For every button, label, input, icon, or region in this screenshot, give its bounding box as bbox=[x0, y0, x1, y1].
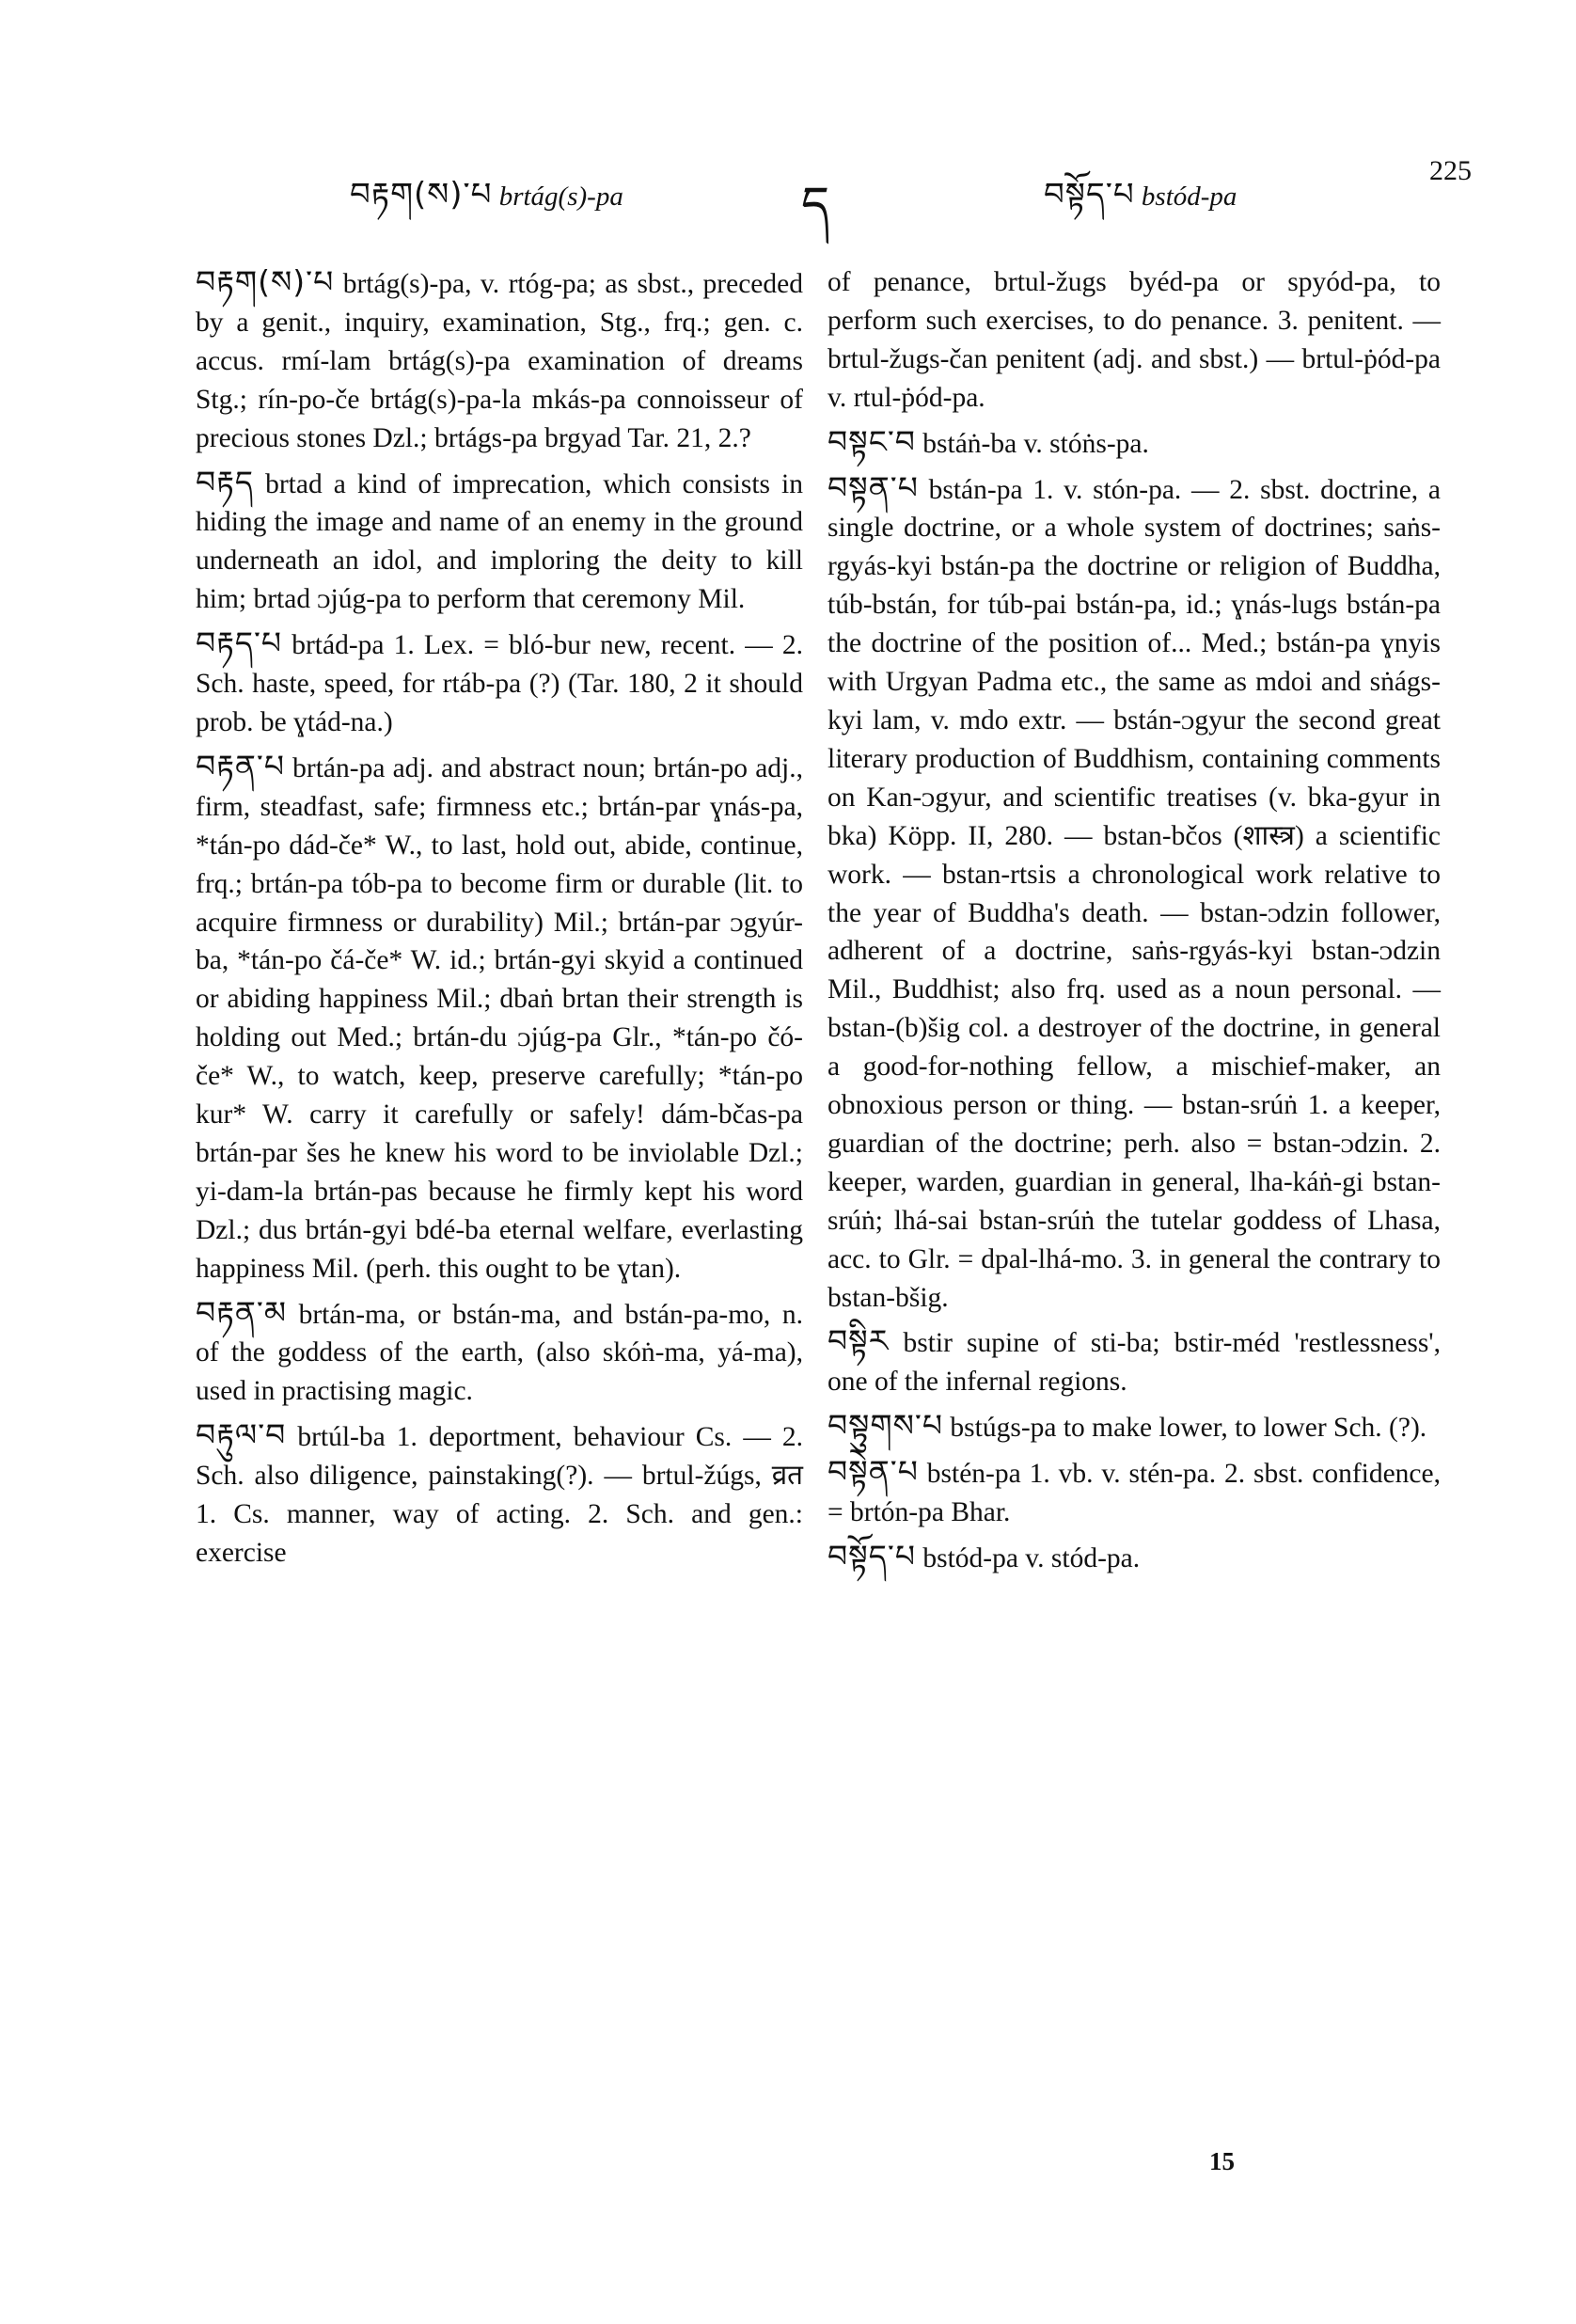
entry-text: bstáṅ-ba v. stóṅs-pa. bbox=[922, 428, 1149, 459]
entry-headword-tibetan: བསྟན་པ bbox=[827, 468, 919, 506]
entry-headword-tibetan: བརྟག(ས)་པ bbox=[196, 263, 335, 300]
entry-text: brtán-ma, or bstán-ma, and bstán-pa-mo, n. of the goddess of the earth, (also skóṅ-ma, yá-ma), used in practising magic. bbox=[196, 1299, 804, 1407]
running-head-right-roman: bstód-pa bbox=[1141, 182, 1237, 212]
entry-headword-tibetan: བརྟད bbox=[196, 463, 255, 500]
entry-text: bstén-pa 1. vb. v. stén-pa. 2. sbst. confidence, = brtón-pa Bhar. bbox=[827, 1459, 1441, 1528]
entry-text: brtág(s)-pa, v. rtóg-pa; as sbst., preceded by a genit., inquiry, examination, Stg., frq.; gen. c. accus. rmí-lam brtág(s)-pa examination of dreams Stg.; rín-po-če brtág(s)-pa-la mkás-pa connoisseur of precious stones Dzl.; brtágs-pa brgyad Tar. 21, 2.? bbox=[196, 269, 803, 453]
entry-headword-tibetan: བསྟང་བ bbox=[827, 422, 916, 460]
dictionary-entry bbox=[827, 1407, 1441, 1447]
entry-text: brtad a kind of imprecation, which consists in hiding the image and name of an enemy in the ground underneath an idol, and imploring the deity to kill him; brtad ᴐjúg-pa to perform that ceremony Mil. bbox=[196, 468, 804, 615]
entry-headword-tibetan: བསྟིར bbox=[827, 1322, 890, 1360]
dictionary-entry bbox=[196, 1416, 803, 1573]
entry-text: bstúgs-pa to make lower, to lower Sch. (?). bbox=[950, 1413, 1427, 1444]
entry-text: brtúl-ba 1. deportment, behaviour Cs. — 2. Sch. also diligence, painstaking(?). — brtul-žúgs, व्रत 1. Cs. manner, way of acting. 2. Sch. and gen.: exercise bbox=[196, 1422, 803, 1568]
entry-text: of penance, brtul-žugs byéd-pa or spyód-pa, to perform such exercises, to do penance. 3. penitent. — brtul-žugs-čan penitent (adj. and sbst.) — brtul-ṗód-pa v. rtul-ṗód-pa. bbox=[827, 267, 1441, 413]
page-number: 225 bbox=[1429, 155, 1472, 186]
dictionary-entry bbox=[196, 748, 803, 1288]
entry-headword-tibetan: བསྟེན་པ bbox=[827, 1453, 919, 1491]
right-column bbox=[827, 263, 1441, 1580]
entry-headword-tibetan: བརྟན་མ bbox=[196, 1293, 288, 1331]
dictionary-entry bbox=[196, 263, 803, 458]
dictionary-entry bbox=[827, 1453, 1441, 1532]
dictionary-entry bbox=[827, 423, 1441, 464]
running-head-right-tibetan: བསྟོད་པ bbox=[1044, 176, 1135, 213]
dictionary-entry bbox=[196, 464, 803, 620]
entry-text: brtán-pa adj. and abstract noun; brtán-po adj., firm, steadfast, safe; firmness etc.; brtán-par ɣnás-pa, *tán-po dád-če* W., to last, hold out, abide, continue, frq.; brtán-pa tób-pa to become firm or durable (lit. to acquire firmness or durability) Mil.; brtán-par ᴐgyúr-ba, *tán-po čá-če* W. id.; brtán-gyi skyid a continued or abiding happiness Mil.; dbaṅ brtan their strength is holding out Med.; brtán-du ᴐjúg-pa Glr., *tán-po čó-če* W., to watch, keep, preserve carefully; *tán-po kur* W. carry it carefully or safely! dám-bčas-pa brtán-par šes he knew his word to be inviolable Dzl.; yi-dam-la brtán-pas because he firmly kept his word Dzl.; dus brtán-gyi bdé-ba eternal welfare, everlasting happiness Mil. (perh. this ought to be ɣtan). bbox=[196, 752, 803, 1284]
dictionary-entry bbox=[196, 1294, 803, 1412]
running-head-left-tibetan: བརྟག(ས)་པ bbox=[350, 176, 493, 213]
entry-headword-tibetan: བརྟན་པ bbox=[196, 747, 285, 784]
running-head-center-glyph: ད bbox=[801, 177, 830, 233]
dictionary-entry bbox=[827, 1322, 1441, 1401]
signature-mark: 15 bbox=[1209, 2147, 1235, 2175]
entry-headword-tibetan: བརྟད་པ bbox=[196, 624, 283, 662]
entry-text: bstir supine of sti-ba; bstir-méd 'restlessness', one of the infernal regions. bbox=[827, 1328, 1441, 1398]
entry-headword-tibetan: བརྟུལ་བ bbox=[196, 1416, 287, 1454]
running-head-left bbox=[350, 158, 623, 248]
dictionary-entry-continued bbox=[827, 263, 1441, 418]
dictionary-entry bbox=[827, 1538, 1441, 1578]
entry-headword-tibetan: བསྟུགས་པ bbox=[827, 1407, 944, 1445]
entry-text: brtád-pa 1. Lex. = bló-bur new, recent. — 2. Sch. haste, speed, for rtáb-pa (?) (Tar. 180, 2 it should prob. be ɣtád-na.) bbox=[196, 630, 803, 737]
entry-text: bstód-pa v. stód-pa. bbox=[922, 1543, 1141, 1573]
entry-text: bstán-pa 1. v. stón-pa. — 2. sbst. doctrine, a single doctrine, or a whole system of doctrines; saṅs-rgyás-kyi bstán-pa the doctrine or religion of Buddha, túb-bstán, for túb-pai bstán-pa, id.; ɣnás-lugs bstán-pa the doctrine of the position of... Med.; bstán-pa ɣnyis with Urgyan Padma etc., the same as mdoi and sṅágs-kyi lam, v. mdo extr. — bstán-ᴐgyur the second great literary production of Buddhism, containing comments on Kan-ᴐgyur, and scientific treatises (v. bka-gyur in bka) Köpp. II, 280. — bstan-bčos (शास्त्र) a scientific work. — bstan-rtsis a chronological work relative to the year of Buddha's death. — bstan-ᴐdzin follower, adherent of a doctrine, saṅs-rgyás-kyi bstan-ᴐdzin Mil., Buddhist; also frq. used as a noun personal. — bstan-(b)šig col. a destroyer of the doctrine, in general a good-for-nothing fellow, a mischief-maker, an obnoxious person or thing. — bstan-srúṅ 1. a keeper, guardian of the doctrine; perh. also = bstan-ᴐdzin. 2. keeper, warden, guardian in general, lha-káṅ-gi bstan-srúṅ; lhá-sai bstan-srúṅ the tutelar goddess of Lhasa, acc. to Glr. = dpal-lhá-mo. 3. in general the contrary to bstan-bšig. bbox=[827, 474, 1441, 1313]
dictionary-entry bbox=[827, 469, 1441, 1318]
running-head-left-roman: brtág(s)-pa bbox=[498, 182, 623, 212]
dictionary-entry bbox=[196, 624, 803, 742]
running-head-right bbox=[1044, 158, 1237, 248]
left-column bbox=[196, 263, 803, 1574]
entry-headword-tibetan: བསྟོད་པ bbox=[827, 1538, 916, 1574]
